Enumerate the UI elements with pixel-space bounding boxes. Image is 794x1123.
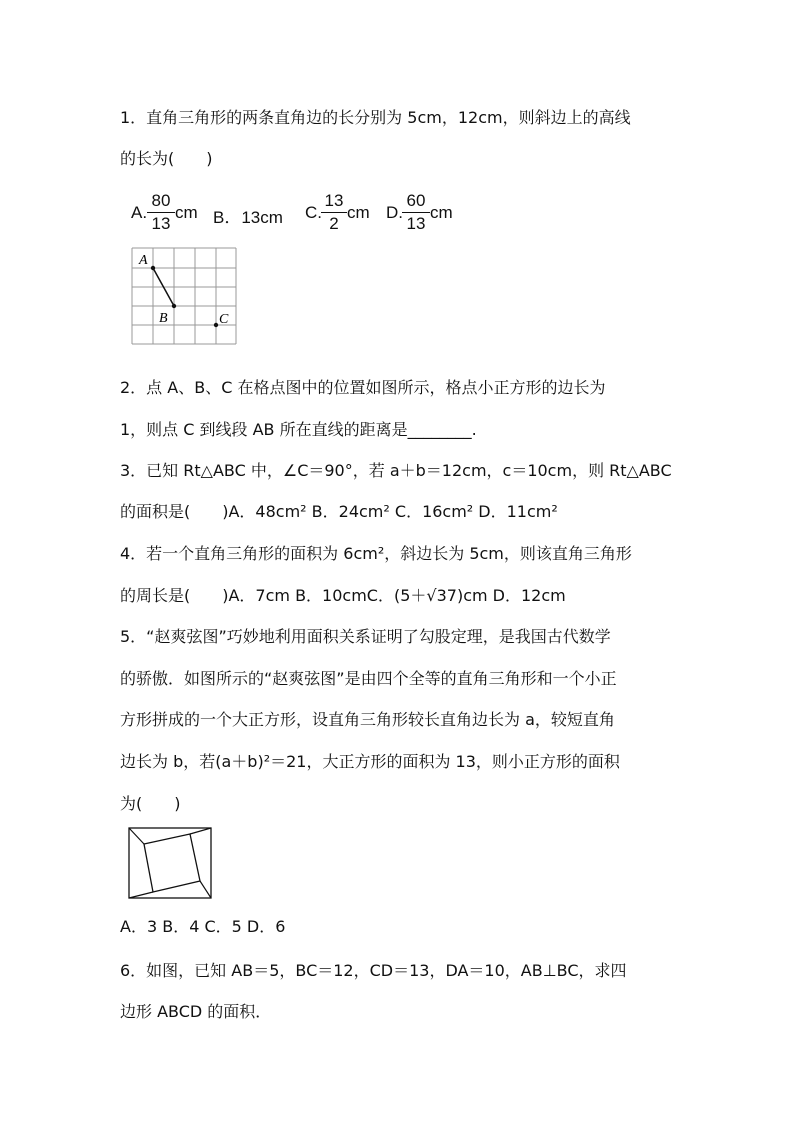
label-c: C [219, 312, 229, 327]
grid-lines [132, 248, 236, 344]
q3-text-line2: 的面积是( )A．48cm² B．24cm² C．16cm² D．11cm² [120, 502, 558, 521]
q1-text-line1: 1．直角三角形的两条直角边的长分别为 5cm，12cm，则斜边上的高线 [120, 108, 631, 127]
q1-option-b: B．13cm [213, 208, 283, 227]
q1-option-a-fraction [147, 191, 175, 234]
q1-option-d-unit: cm [430, 203, 453, 222]
q1-option-c-label: C. [305, 203, 322, 222]
q6-text-line2: 边形 ABCD 的面积． [120, 1002, 272, 1021]
q1-option-c-denominator: 2 [329, 214, 339, 233]
q4-text-line2: 的周长是( )A．7cm B．10cmC．(5＋√37)cm D．12cm [120, 586, 566, 605]
q1-option-a-label: A. [131, 203, 148, 222]
q4-text-line1: 4．若一个直角三角形的面积为 6cm²，斜边长为 5cm，则该直角三角形 [120, 544, 632, 563]
q1-option-c-numerator: 13 [324, 191, 344, 210]
inner-square [144, 834, 200, 892]
q1-option-c-fraction [321, 191, 347, 234]
q5-options: A．3 B．4 C．5 D．6 [120, 917, 286, 936]
q1-option-a-numerator: 80 [151, 191, 171, 210]
point-a [151, 266, 155, 270]
q1-option-d-numerator: 60 [406, 191, 426, 210]
q1-option-d-fraction [402, 191, 430, 234]
grid-figure [128, 244, 240, 348]
label-b: B [159, 311, 168, 326]
q1-option-c-unit: cm [347, 203, 370, 222]
q1-option-a-unit: cm [175, 203, 198, 222]
q5-text-line2: 的骄傲．如图所示的“赵爽弦图”是由四个全等的直角三角形和一个小正 [120, 669, 617, 688]
q1-option-d-denominator: 13 [406, 214, 426, 233]
q1-option-a-denominator: 13 [151, 214, 171, 233]
q5-text-line3: 方形拼成的一个大正方形，设直角三角形较长直角边长为 a，较短直角 [120, 710, 615, 729]
q2-text-line2: 1，则点 C 到线段 AB 所在直线的距离是________. [120, 420, 477, 439]
point-c [214, 323, 218, 327]
q1-text-line2: 的长为( ) [120, 149, 213, 168]
label-a: A [139, 253, 148, 268]
q5-text-line5: 为( ) [120, 794, 181, 813]
point-b [172, 304, 176, 308]
q1-option-d-label: D. [386, 203, 403, 222]
q3-text-line1: 3．已知 Rt△ABC 中，∠C＝90°，若 a＋b＝12cm，c＝10cm，则 Rt△ABC [120, 461, 672, 480]
q5-text-line4: 边长为 b，若(a＋b)²＝21，大正方形的面积为 13，则小正方形的面积 [120, 752, 620, 771]
q6-text-line1: 6．如图，已知 AB＝5，BC＝12，CD＝13，DA＝10，AB⊥BC，求四 [120, 961, 627, 980]
zhao-shuang-diagram [127, 826, 213, 900]
q5-text-line1: 5．“赵爽弦图”巧妙地利用面积关系证明了勾股定理，是我国古代数学 [120, 627, 611, 646]
q2-text-line1: 2．点 A、B、C 在格点图中的位置如图所示，格点小正方形的边长为 [120, 378, 606, 397]
